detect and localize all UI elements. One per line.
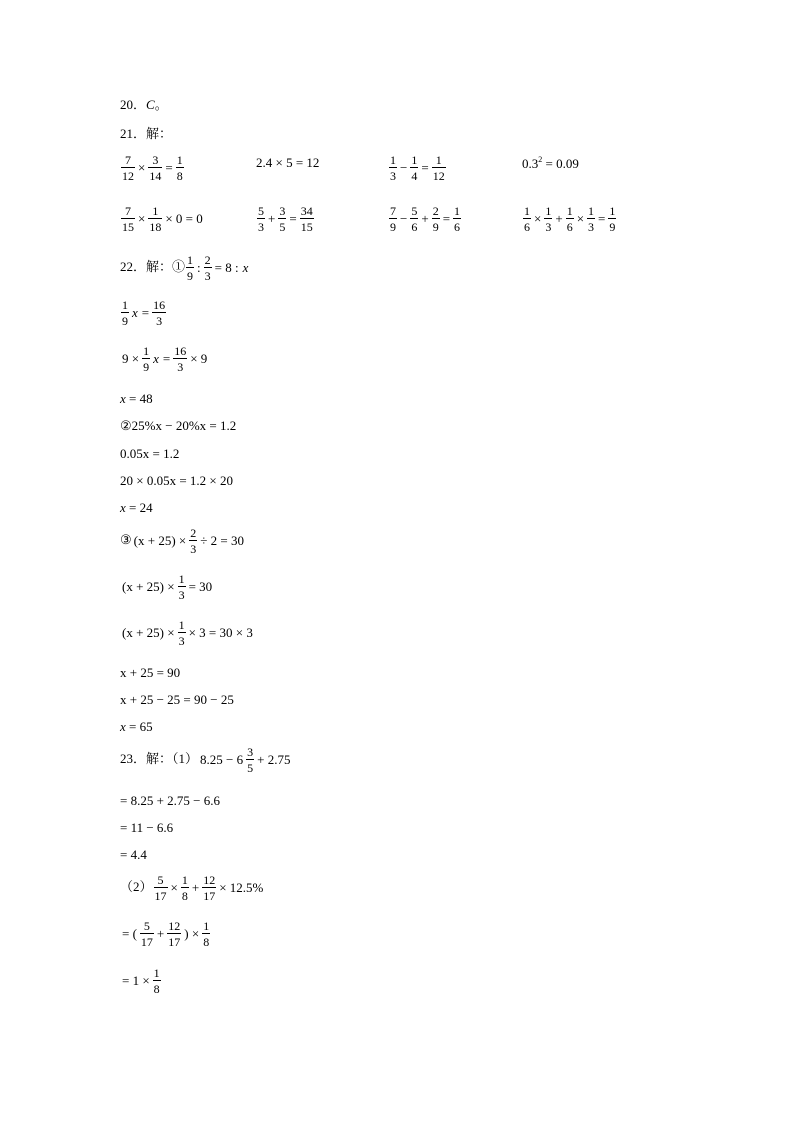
denominator: 3 — [258, 220, 264, 234]
denominator: 17 — [203, 889, 216, 903]
math-text: × 12.5% — [219, 880, 264, 895]
fraction — [181, 874, 189, 902]
math-text: = — [289, 211, 297, 226]
numerator: 1 — [454, 204, 461, 218]
numerator: 5 — [140, 920, 154, 934]
q20-answer: C — [146, 97, 155, 112]
math-text: = — [598, 211, 606, 226]
q22-step-4: 0.05x = 1.2 — [120, 446, 180, 461]
denominator: 9 — [143, 360, 150, 374]
fraction — [432, 154, 446, 182]
q21-r2c1 — [120, 205, 205, 233]
q21-r1c1 — [120, 154, 185, 182]
math-text: = — [162, 351, 171, 366]
numerator: 3 — [279, 204, 286, 218]
numerator: 7 — [121, 154, 135, 168]
fraction — [246, 746, 254, 774]
math-text: (x + 25) × — [122, 625, 175, 640]
fraction — [278, 205, 286, 233]
denominator: 17 — [154, 889, 167, 903]
q23-step-5 — [120, 967, 162, 995]
numerator: 1 — [609, 204, 616, 218]
math-text: = — [442, 211, 451, 226]
numerator: 1 — [588, 204, 595, 218]
fraction — [453, 205, 461, 233]
math-text: x — [153, 351, 159, 366]
numerator: 12 — [203, 873, 216, 887]
q23-step-4 — [120, 920, 211, 948]
math-text: = — [165, 160, 173, 175]
q23-part-1: 23．解：（1） 8.25 − 6 $\frac{3}{5}$ + 2.75 — [120, 745, 291, 775]
q22-step-5: 20 × 0.05x = 1.2 × 20 — [120, 473, 233, 488]
numerator: 1 — [178, 618, 185, 632]
fraction — [410, 154, 418, 182]
fraction — [178, 573, 186, 601]
math-text: = 8 : — [214, 260, 239, 275]
denominator: 3 — [204, 269, 211, 283]
q21-r1c2: 2.4 × 5 = 12 — [256, 155, 320, 170]
denominator: 6 — [566, 220, 573, 234]
q23-step-3: = 4.4 — [120, 847, 147, 862]
q20-end: 。 — [154, 97, 168, 112]
math-text: 9 × — [122, 351, 140, 366]
numerator: 1 — [178, 572, 185, 586]
numerator: 5 — [258, 204, 264, 218]
math-text: + 2.75 — [257, 752, 291, 767]
fraction — [176, 154, 184, 182]
numerator: 16 — [174, 344, 187, 358]
math-text: × 9 — [190, 351, 208, 366]
q21-row-2 — [120, 205, 760, 241]
q22-label: 22．解： — [120, 258, 173, 274]
q22-step-1 — [120, 299, 167, 327]
math-text: × — [138, 160, 146, 175]
denominator: 9 — [122, 314, 128, 328]
denominator: 18 — [149, 220, 162, 234]
q22-step-9: x + 25 = 90 — [120, 665, 181, 680]
denominator: 9 — [609, 220, 616, 234]
denominator: 15 — [122, 220, 134, 234]
numerator: 2 — [432, 204, 439, 218]
fraction — [202, 920, 210, 948]
q23-step-1: = 8.25 + 2.75 − 6.6 — [120, 793, 220, 808]
fraction — [389, 154, 397, 182]
math-text: = ( — [122, 926, 137, 941]
fraction — [173, 345, 187, 373]
numerator: 1 — [176, 153, 183, 167]
q21-r2c2 — [256, 205, 315, 233]
numerator: 2 — [204, 253, 211, 267]
math-text: 8.25 − 6 — [200, 752, 244, 767]
math-text: = — [141, 305, 150, 320]
fraction — [152, 299, 166, 327]
math-text: ) × — [184, 926, 200, 941]
numerator: 16 — [153, 298, 166, 312]
math-text: = 1 × — [122, 973, 150, 988]
fraction — [544, 205, 552, 233]
q22-part-2: ②25%x − 20%x = 1.2 — [120, 418, 237, 433]
numerator: 1 — [203, 919, 210, 933]
q20-label: 20． — [120, 97, 147, 112]
fraction — [148, 154, 162, 182]
math-text: x — [132, 305, 138, 320]
math-text: = — [421, 160, 429, 175]
math-text: − — [400, 211, 408, 226]
math-text: × — [534, 211, 542, 226]
denominator: 6 — [524, 220, 530, 234]
fraction — [142, 345, 150, 373]
q22-step-3: x = 48 — [120, 391, 153, 406]
q22-step-6: x = 24 — [120, 500, 153, 515]
math-text: × 3 = 30 × 3 — [188, 625, 253, 640]
fraction — [154, 874, 168, 902]
fraction — [121, 205, 135, 233]
numerator: 12 — [168, 919, 181, 933]
fraction — [121, 299, 129, 327]
numerator: 3 — [247, 745, 254, 759]
q22-step-2 — [120, 345, 209, 373]
numerator: 1 — [390, 153, 396, 167]
numerator: 1 — [148, 205, 162, 219]
q22-step-8 — [120, 619, 255, 647]
numerator: 2 — [190, 526, 197, 540]
fraction — [153, 967, 161, 995]
denominator: 8 — [176, 169, 183, 183]
math-text: (x + 25) × — [133, 533, 187, 548]
denominator: 17 — [140, 935, 153, 949]
denominator: 3 — [190, 542, 197, 556]
numerator: 1 — [411, 153, 418, 167]
numerator: 7 — [390, 204, 396, 218]
math-text: = 30 — [188, 579, 213, 594]
q21-r1c4: $0.3^2 = 0.09$ — [522, 155, 579, 171]
denominator: 3 — [545, 220, 552, 234]
denominator: 12 — [122, 169, 134, 183]
numerator: 1 — [153, 966, 160, 980]
q21-r2c4 — [522, 205, 617, 233]
math-text: + — [156, 926, 165, 941]
q21-label: 21．解： — [120, 126, 173, 141]
numerator: 1 — [181, 873, 188, 887]
q21-row-1 — [120, 154, 760, 190]
math-text: × — [576, 211, 585, 226]
fraction — [140, 920, 154, 948]
denominator: 12 — [432, 169, 445, 183]
numerator: 1 — [566, 204, 573, 218]
math-text: (x + 25) × — [122, 579, 175, 594]
fraction — [523, 205, 531, 233]
q23-step-2: = 11 − 6.6 — [120, 820, 174, 835]
fraction — [587, 205, 595, 233]
denominator: 3 — [390, 169, 396, 183]
denominator: 9 — [390, 220, 396, 234]
fraction — [202, 874, 216, 902]
fraction — [186, 254, 194, 282]
fraction — [178, 619, 186, 647]
denominator: 5 — [247, 761, 254, 775]
denominator: 3 — [178, 634, 185, 648]
math-text: + — [191, 880, 200, 895]
numerator: 7 — [121, 205, 135, 219]
numerator: 1 — [524, 204, 530, 218]
numerator: 1 — [545, 204, 552, 218]
denominator: 6 — [454, 220, 461, 234]
math-text: : — [197, 260, 201, 275]
math-text: × 0 = 0 — [165, 211, 203, 226]
math-text: × — [138, 211, 146, 226]
denominator: 9 — [432, 220, 439, 234]
numerator: 5 — [154, 874, 168, 888]
q23-part-2: （2） $\frac{5}{17}$ × $\frac{1}{8}$ + $\frac{12}{17}$ × 12.5% — [120, 873, 264, 903]
math-text: × — [170, 880, 178, 895]
math-text: + — [268, 211, 276, 226]
numerator: 5 — [411, 204, 418, 218]
denominator: 3 — [588, 220, 595, 234]
numerator: 1 — [187, 253, 194, 267]
q20-line — [120, 97, 168, 113]
fraction — [566, 205, 574, 233]
fraction — [608, 205, 616, 233]
math-text: x — [242, 260, 249, 275]
numerator: 34 — [300, 204, 313, 218]
denominator: 5 — [279, 220, 286, 234]
math-text: ÷ 2 = 30 — [200, 533, 244, 548]
q22-part-1: 22．解：① $\frac{1}{9}$ : $\frac{2}{3}$ = 8 :x — [120, 253, 249, 283]
fraction — [204, 254, 212, 282]
denominator: 8 — [181, 889, 188, 903]
q21-r1c3 — [388, 154, 447, 182]
denominator: 14 — [149, 169, 162, 183]
fraction — [300, 205, 314, 233]
q22-part-3: ③ (x + 25) × $\frac{2}{3}$ ÷ 2 = 30 — [120, 526, 244, 556]
denominator: 4 — [411, 169, 418, 183]
denominator: 3 — [156, 314, 163, 328]
denominator: 8 — [153, 982, 160, 996]
q22-step-11: x = 65 — [120, 719, 153, 734]
fraction — [121, 154, 135, 182]
q22-step-10: x + 25 − 25 = 90 − 25 — [120, 692, 234, 707]
fraction — [432, 205, 440, 233]
q23-label: 23．解： — [120, 750, 173, 766]
math-text: − — [400, 160, 408, 175]
fraction — [389, 205, 397, 233]
math-text: + — [555, 211, 563, 226]
fraction — [189, 527, 197, 555]
numerator: 1 — [432, 154, 446, 168]
math-text: + — [421, 211, 429, 226]
fraction — [148, 205, 162, 233]
denominator: 8 — [203, 935, 210, 949]
q22-step-7 — [120, 573, 214, 601]
denominator: 17 — [168, 935, 181, 949]
numerator: 1 — [143, 344, 150, 358]
denominator: 6 — [411, 220, 418, 234]
q21-r2c3 — [388, 205, 462, 233]
fraction — [410, 205, 418, 233]
numerator: 3 — [148, 154, 162, 168]
fraction — [167, 920, 181, 948]
denominator: 3 — [177, 360, 184, 374]
fraction — [257, 205, 265, 233]
denominator: 15 — [300, 220, 313, 234]
numerator: 1 — [122, 298, 128, 312]
denominator: 9 — [187, 269, 194, 283]
denominator: 3 — [178, 588, 185, 602]
